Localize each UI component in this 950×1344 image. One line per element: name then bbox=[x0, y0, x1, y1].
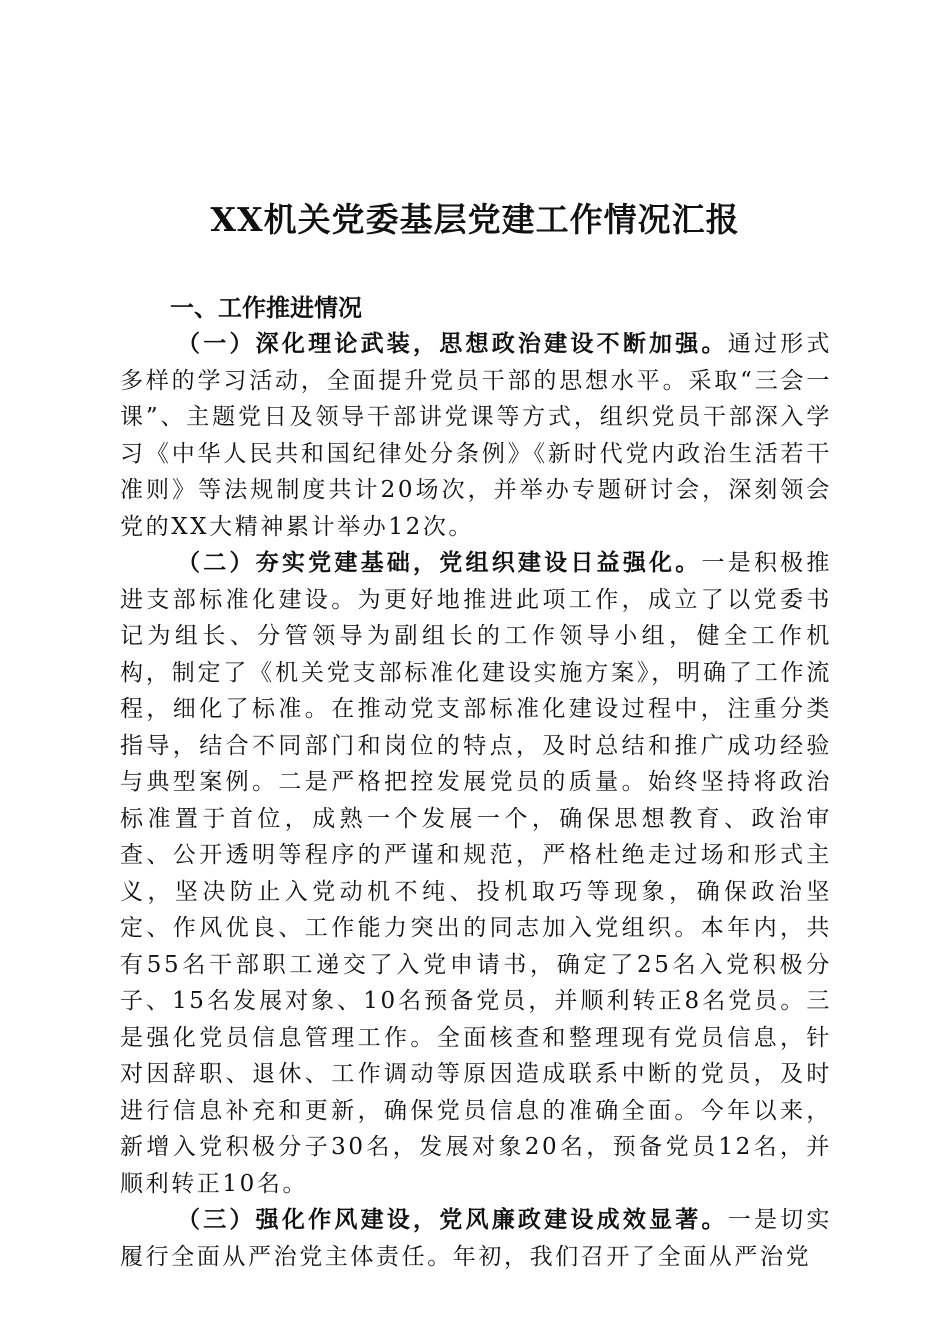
paragraph-2 bbox=[120, 545, 832, 1202]
paragraph-1-text: 通过形式多样的学习活动，全面提升党员干部的思想水平。采取“三会一课”、主题党日及领导干部讲党课等方式，组织党员干部深入学习《中华人民共和国纪律处分条例》《新时代党内政治生活若干准则》等法规制度共计20场次，并举办专题研讨会，深刻领会党的XX大精神累计举办12次。 bbox=[120, 331, 832, 540]
document-body bbox=[120, 290, 832, 1275]
paragraph-2-lead: （二）夯实党建基础，党组织建设日益强化。 bbox=[177, 549, 702, 576]
document-title: XX机关党委基层党建工作情况汇报 bbox=[210, 200, 740, 239]
paragraph-2-text: 一是积极推进支部标准化建设。为更好地推进此项工作，成立了以党委书记为组长、分管领导为副组长的工作领导小组，健全工作机构，制定了《机关党支部标准化建设实施方案》，明确了工作流程，细化了标准。在推动党支部标准化建设过程中，注重分类指导，结合不同部门和岗位的特点，及时总结和推广成功经验与典型案例。二是严格把控发展党员的质量。始终坚持将政治标准置于首位，成熟一个发展一个，确保思想教育、政治审查、公开透明等程序的严谨和规范，严格杜绝走过场和形式主义，坚决防止入党动机不纯、投机取巧等现象，确保政治坚定、作风优良、工作能力突出的同志加入党组织。本年内，共有55名干部职工递交了入党申请书，确定了25名入党积极分子、15名发展对象、10名预备党员，并顺利转正8名党员。三是强化党员信息管理工作。全面核查和整理现有党员信息，针对因辞职、退休、工作调动等原因造成联系中断的党员，及时进行信息补充和更新，确保党员信息的准确全面。今年以来，新增入党积极分子30名，发展对象20名，预备党员12名，并顺利转正10名。 bbox=[120, 550, 832, 1197]
section-heading: 一、工作推进情况 bbox=[170, 294, 362, 322]
paragraph-3-text: 一是切实履行全面从严治党主体责任。年初，我们召开了全面从严治党 bbox=[120, 1207, 832, 1270]
paragraph-3-lead: （三）强化作风建设，党风廉政建设成效显著。 bbox=[177, 1206, 728, 1233]
paragraph-3 bbox=[120, 1202, 832, 1275]
paragraph-1-lead: （一）深化理论武装，思想政治建设不断加强。 bbox=[177, 330, 728, 357]
paragraph-1 bbox=[120, 326, 832, 545]
